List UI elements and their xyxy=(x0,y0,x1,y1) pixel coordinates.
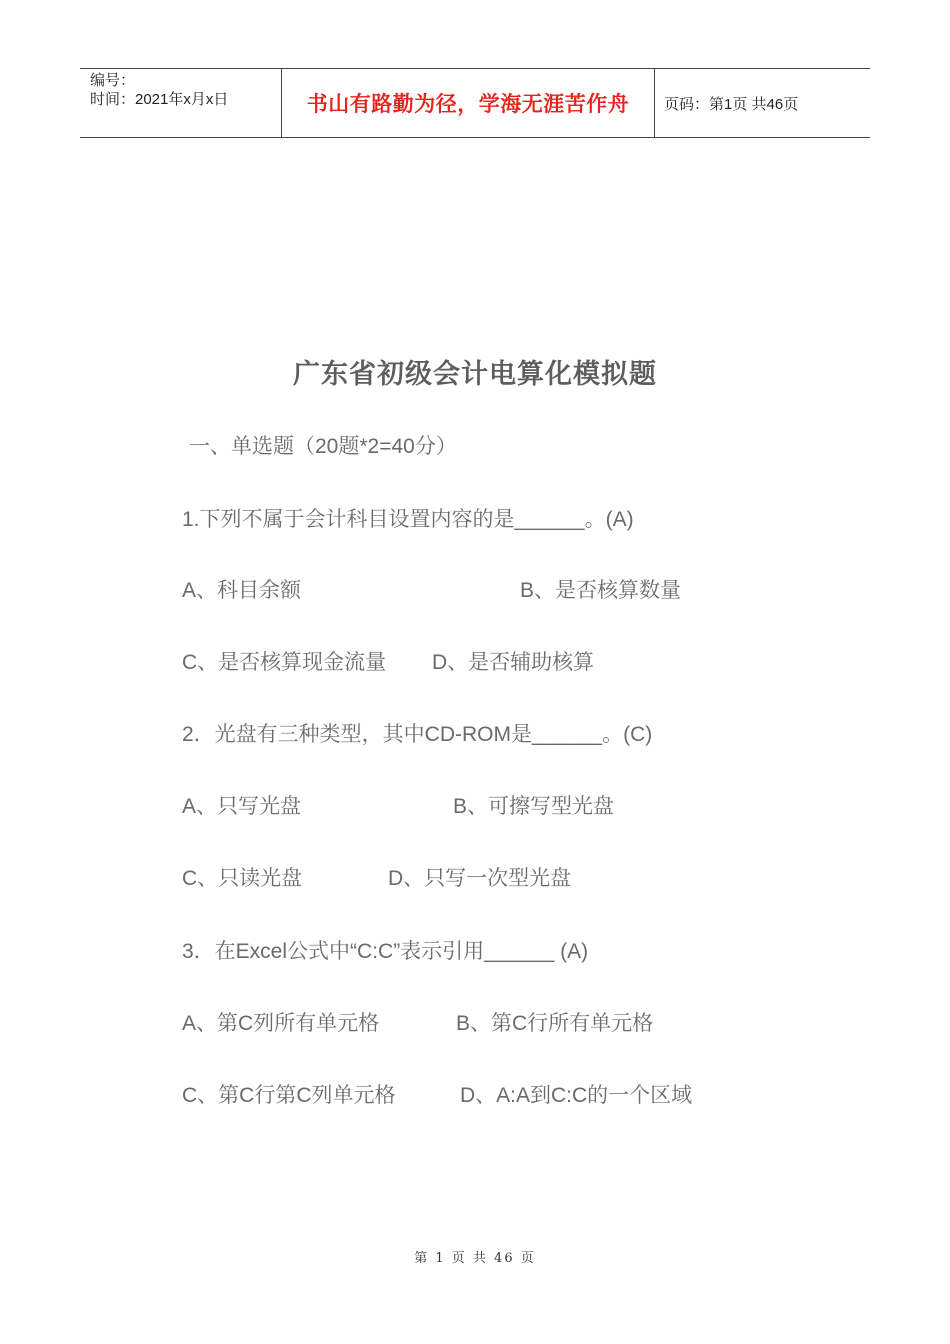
document-title: 广东省初级会计电算化模拟题 xyxy=(293,359,657,390)
header-motto-cell xyxy=(281,69,655,137)
question-1-option-d: D、是否辅助核算 xyxy=(432,651,595,674)
question-2-option-c: C、只读光盘 xyxy=(182,867,303,890)
question-2-option-b: B、可擦写型光盘 xyxy=(453,795,615,818)
page-info-text: 页码：第1页 共46页 xyxy=(664,95,799,113)
page-footer: 第 1 页 共 46 页 xyxy=(414,1251,536,1266)
question-2-option-d: D、只写一次型光盘 xyxy=(388,867,572,890)
header-page-info xyxy=(655,69,870,137)
header-motto: 书山有路勤为径，学海无涯苦作舟 xyxy=(306,91,630,116)
number-label: 编号： xyxy=(90,72,136,89)
question-1-stem: 1.下列不属于会计科目设置内容的是______。(A) xyxy=(182,508,634,531)
time-label: 时间：2021年x月x日 xyxy=(90,91,229,108)
question-3-option-c: C、第C行第C列单元格 xyxy=(182,1084,396,1107)
question-2-option-a: A、只写光盘 xyxy=(182,795,302,818)
question-3-option-a: A、第C列所有单元格 xyxy=(182,1012,380,1035)
question-3-stem: 3．在Excel公式中“C:C”表示引用______ (A) xyxy=(182,940,589,963)
question-2-stem: 2．光盘有三种类型，其中CD-ROM是______。(C) xyxy=(182,723,653,746)
question-1-option-b: B、是否核算数量 xyxy=(520,579,682,602)
section-heading: 一、单选题（20题*2=40分） xyxy=(189,435,457,458)
question-3-option-d: D、A:A到C:C的一个区域 xyxy=(460,1084,693,1107)
header-meta xyxy=(80,69,281,137)
question-3-option-b: B、第C行所有单元格 xyxy=(456,1012,654,1035)
question-1-option-a: A、科目余额 xyxy=(182,579,302,602)
page-header xyxy=(80,68,870,138)
question-1-option-c: C、是否核算现金流量 xyxy=(182,651,387,674)
